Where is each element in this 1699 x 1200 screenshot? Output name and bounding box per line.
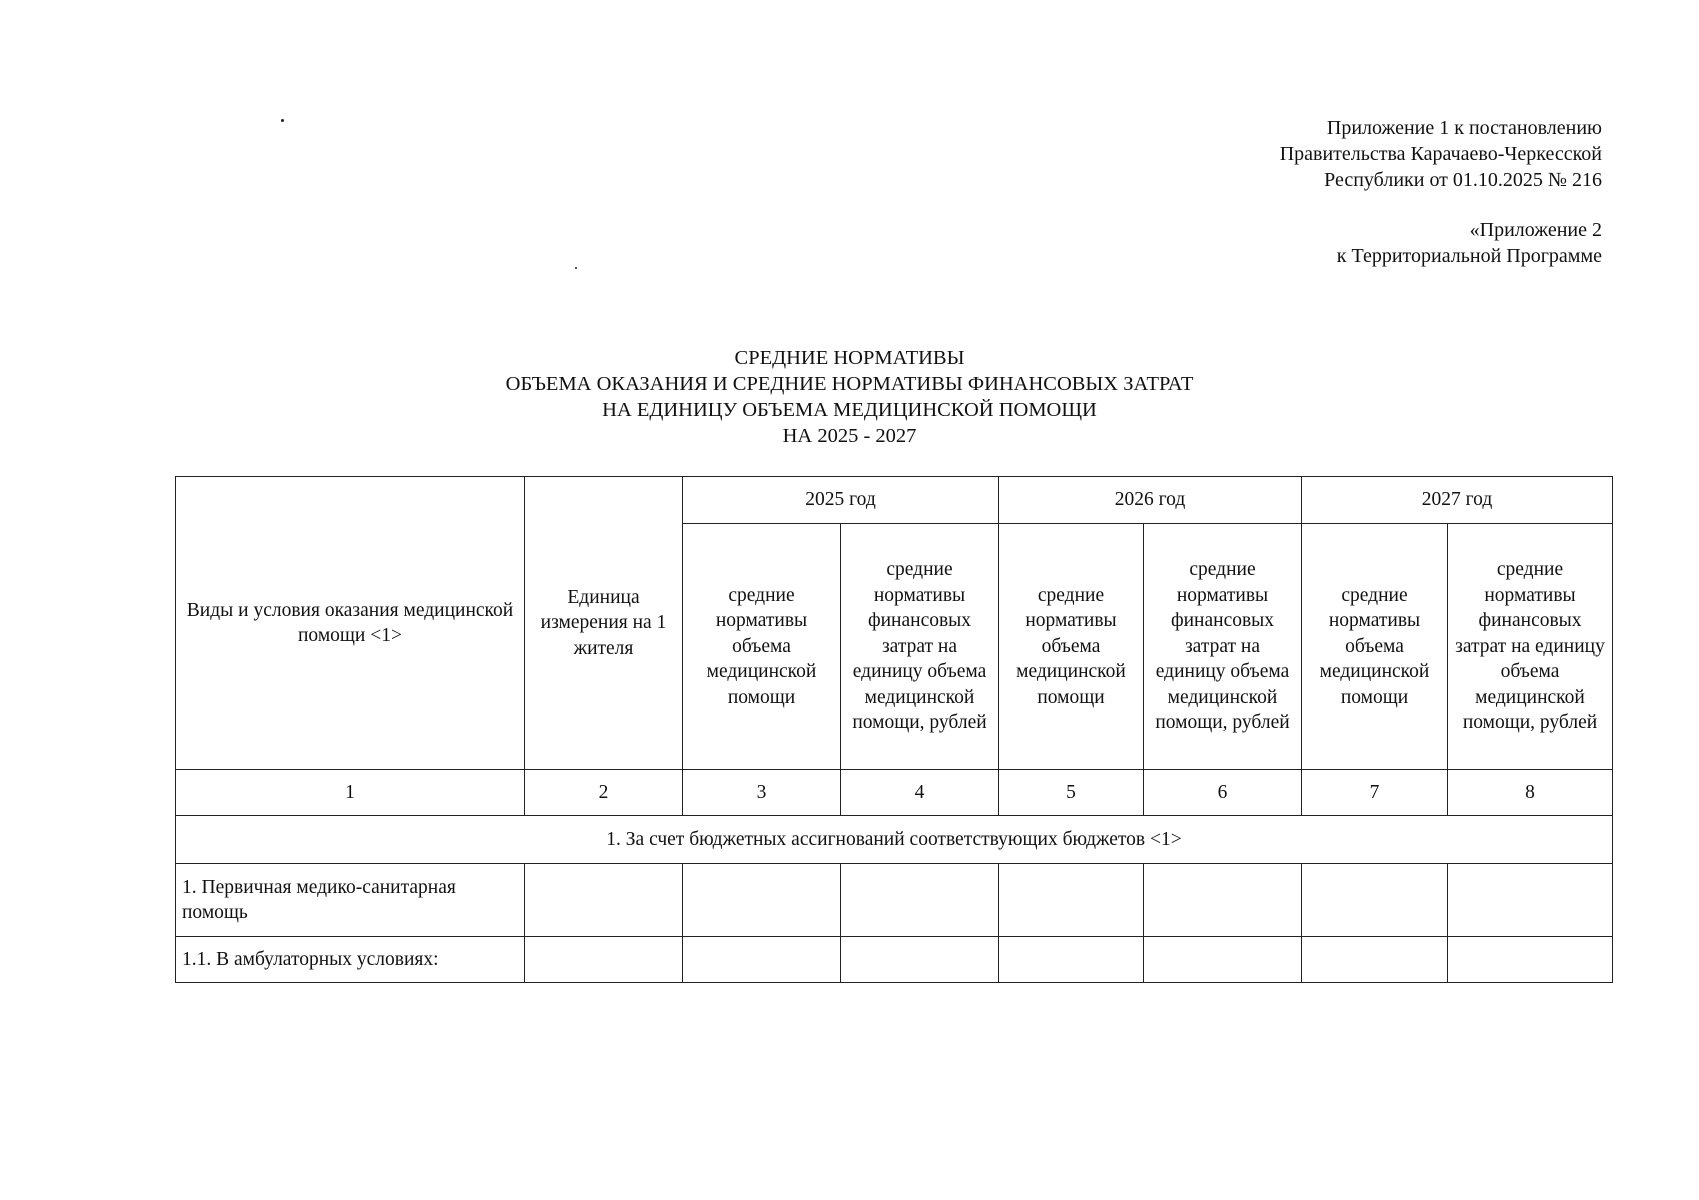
section-heading: 1. За счет бюджетных ассигнований соответствующих бюджетов <1> [176,816,1613,864]
table-row [176,937,1613,983]
attachment-line: Правительства Карачаево-Черкесской [1279,143,1602,165]
column-number: 5 [999,770,1144,816]
attachment-line: Приложение 1 к постановлению [1326,117,1602,139]
column-number: 4 [841,770,999,816]
table-cell [525,864,683,937]
column-number: 7 [1302,770,1448,816]
table-cell [999,937,1144,983]
header-types: Виды и условия оказания медицинской помощи <1> [176,477,525,770]
header-volume: средние нормативы объема медицинской помощи [999,524,1144,770]
column-number: 8 [1448,770,1613,816]
column-number: 2 [525,770,683,816]
attachment-line: к Территориальной Программе [1336,245,1602,267]
header-volume: средние нормативы объема медицинской помощи [1302,524,1448,770]
header-volume: средние нормативы объема медицинской помощи [683,524,841,770]
table-cell [1448,937,1613,983]
table-cell [683,937,841,983]
column-number: 6 [1144,770,1302,816]
table-cell [683,864,841,937]
table-cell [525,937,683,983]
attachment-block [1280,115,1602,269]
header-cost: средние нормативы финансовых затрат на единицу объема медицинской помощи, рублей [841,524,999,770]
column-number: 3 [683,770,841,816]
header-cost: средние нормативы финансовых затрат на единицу объема медицинской помощи, рублей [1448,524,1613,770]
header-year: 2026 год [999,477,1302,524]
column-number: 1 [176,770,525,816]
table-cell [1448,864,1613,937]
title-line: ОБЪЕМА ОКАЗАНИЯ И СРЕДНИЕ НОРМАТИВЫ ФИНАНСОВЫХ ЗАТРАТ [505,373,1194,395]
attachment-line: «Приложение 2 [1469,219,1602,241]
table-cell [999,864,1144,937]
norms-table [175,476,1613,983]
title-line: НА ЕДИНИЦУ ОБЪЕМА МЕДИЦИНСКОЙ ПОМОЩИ [602,399,1097,421]
header-year: 2027 год [1302,477,1613,524]
scan-speck [281,119,284,122]
table-cell [1302,864,1448,937]
table-cell [841,937,999,983]
header-year: 2025 год [683,477,999,524]
header-unit: Единица измерения на 1 жителя [525,477,683,770]
attachment-line: Республики от 01.10.2025 № 216 [1324,169,1602,191]
document-title [44,345,1655,449]
table-row [176,864,1613,937]
scan-speck [575,267,577,269]
title-line: СРЕДНИЕ НОРМАТИВЫ [734,347,965,369]
title-line: НА 2025 - 2027 [782,425,917,447]
table-cell [1144,864,1302,937]
table-cell [841,864,999,937]
table-cell [1302,937,1448,983]
row-label: 1.1. В амбулаторных условиях: [176,937,525,983]
header-cost: средние нормативы финансовых затрат на единицу объема медицинской помощи, рублей [1144,524,1302,770]
row-label: 1. Первичная медико-санитарная помощь [176,864,525,937]
table-cell [1144,937,1302,983]
